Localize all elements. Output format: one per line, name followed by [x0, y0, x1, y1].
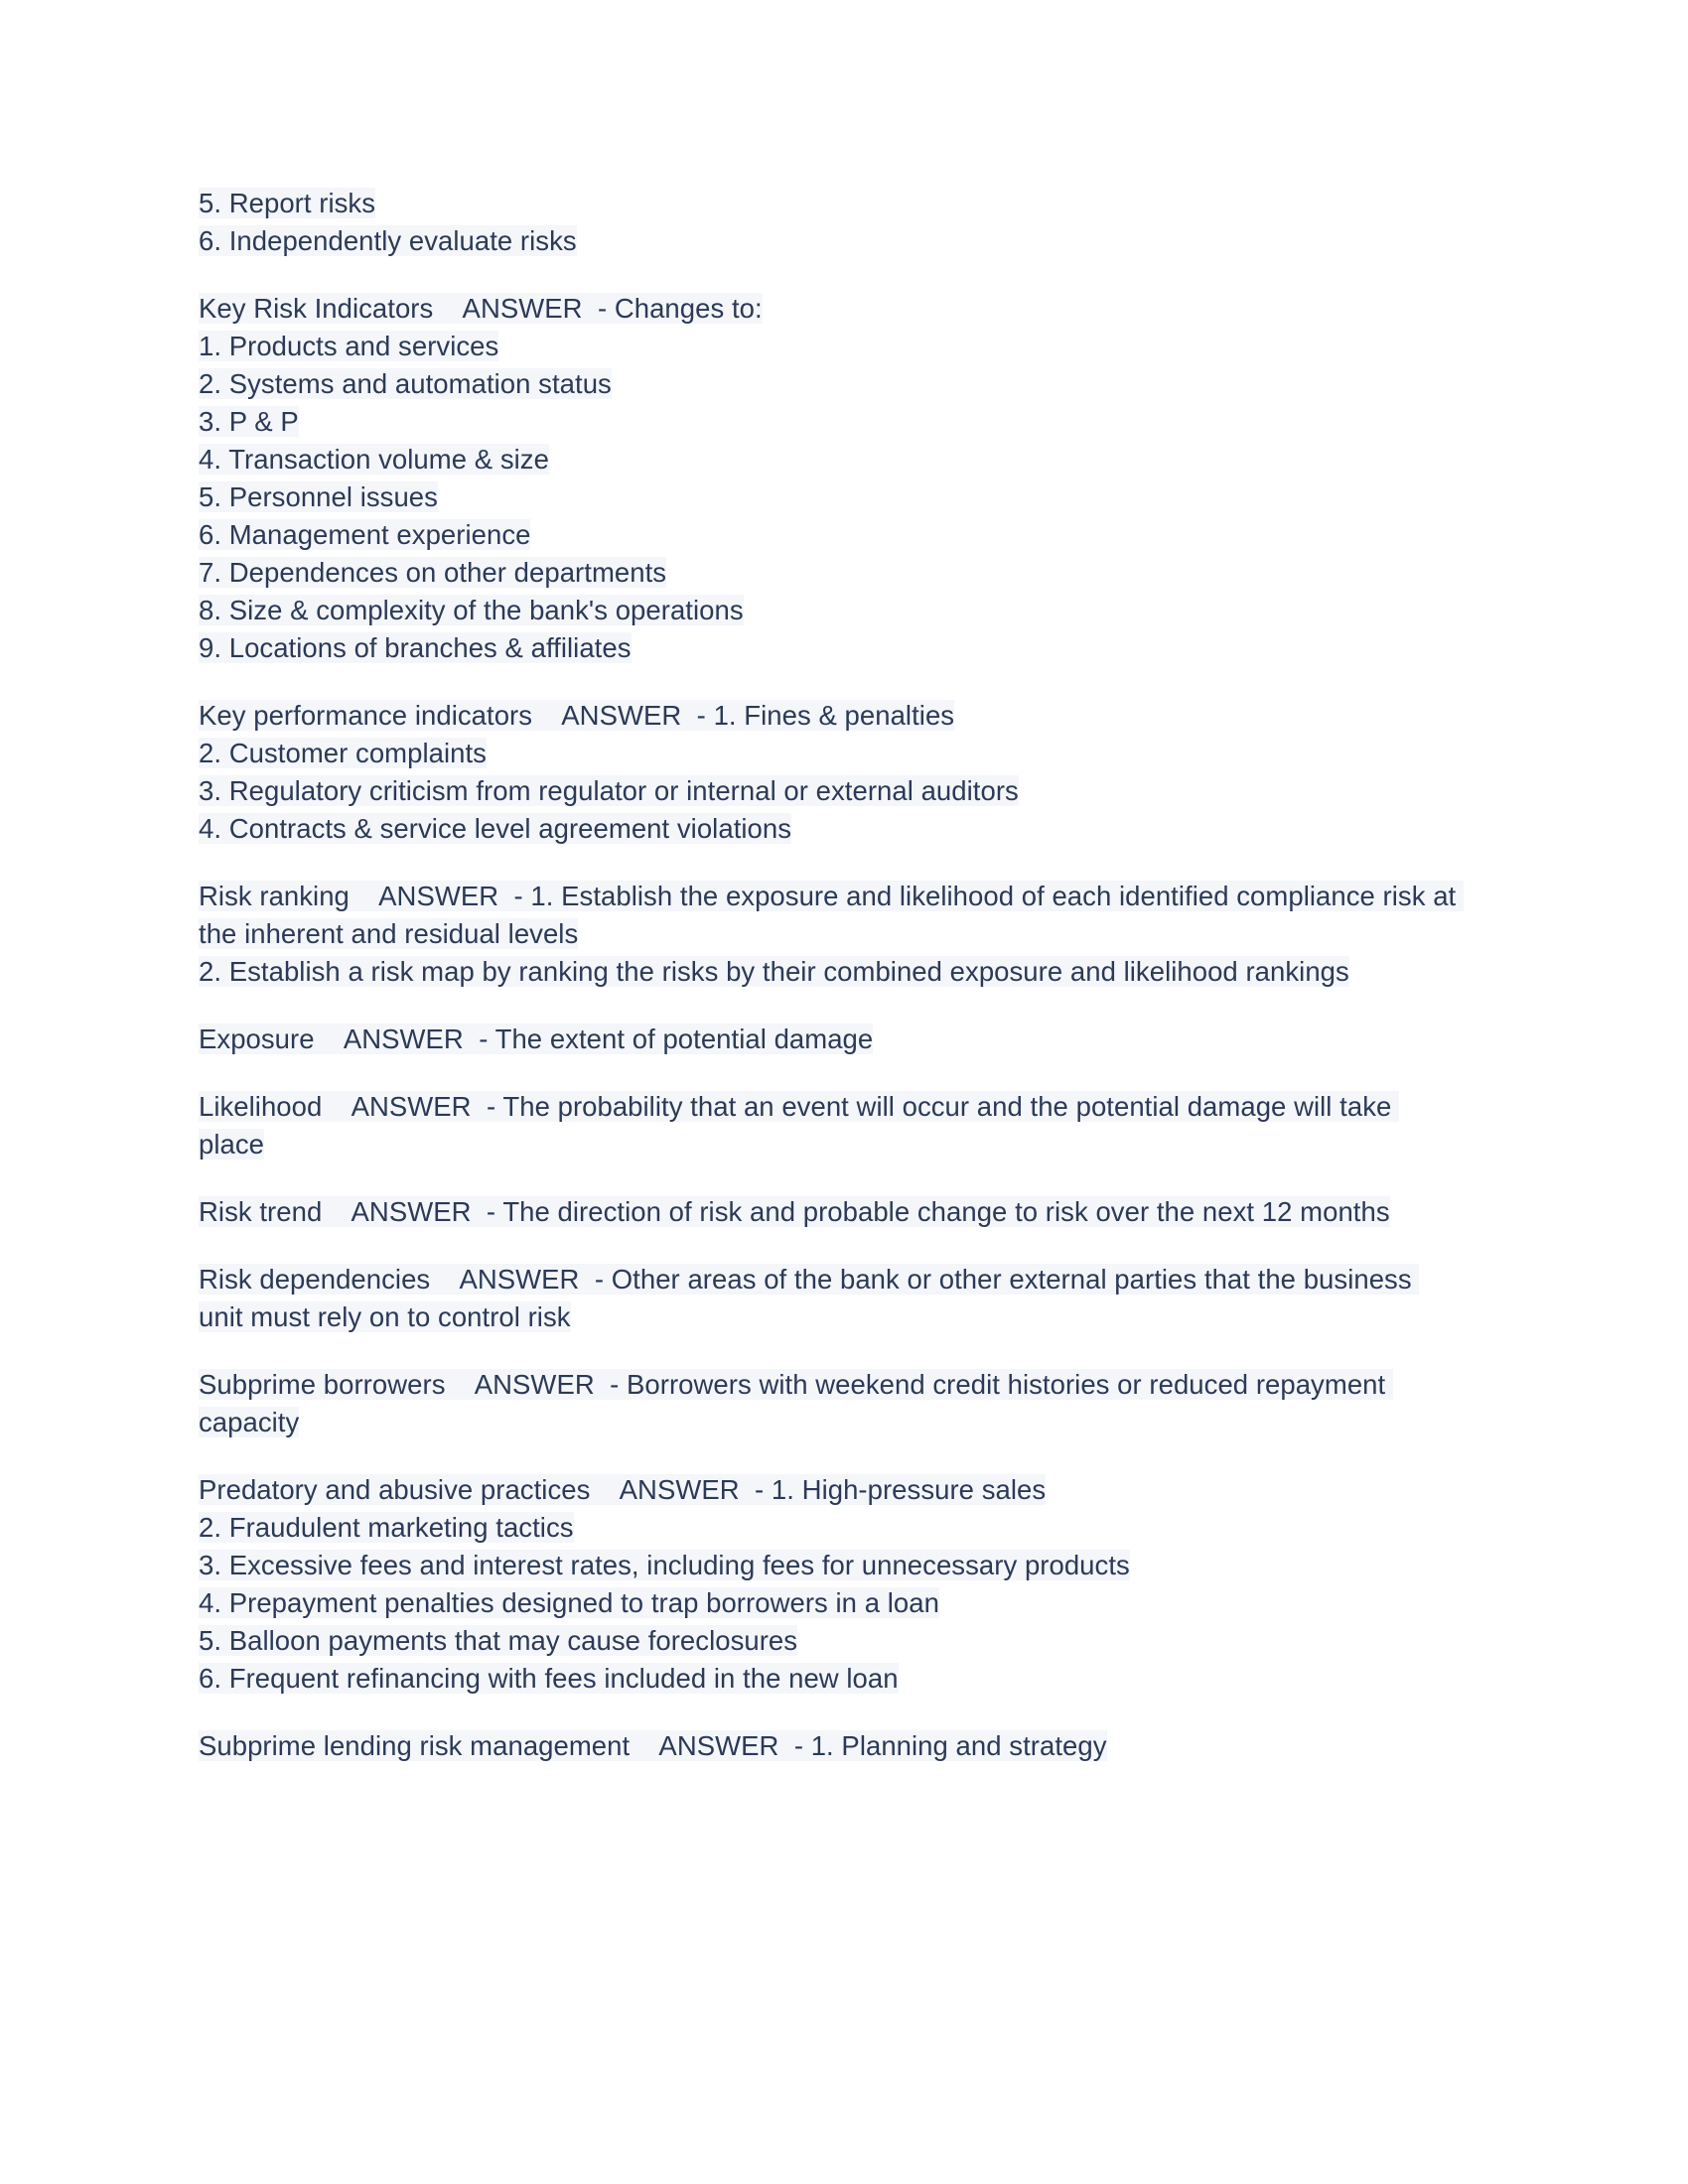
text-run: Likelihood ANSWER - The probability that an event will occur and the potential damage will take place — [199, 1091, 1400, 1160]
paragraph-risk-ranking — [199, 878, 1464, 991]
document-body — [199, 185, 1464, 1765]
text-run: 5. Report risks — [199, 188, 376, 218]
paragraph-key-risk-indicators — [199, 290, 1460, 667]
text-run: Exposure ANSWER - The extent of potential damage — [199, 1024, 874, 1054]
text-line — [199, 1471, 1460, 1509]
text-run: Subprime lending risk management ANSWER - 1. Planning and strategy — [199, 1730, 1107, 1761]
text-line — [199, 1261, 1460, 1336]
text-run: 4. Contracts & service level agreement violations — [199, 813, 792, 844]
paragraph-risk-trend — [199, 1193, 1460, 1231]
text-run: 6. Management experience — [199, 519, 531, 550]
text-run: 3. P & P — [199, 406, 299, 437]
text-run: Predatory and abusive practices ANSWER - 1. High-pressure sales — [199, 1474, 1047, 1505]
paragraph-predatory-and-abusive-practices — [199, 1471, 1460, 1698]
text-run: 6. Independently evaluate risks — [199, 225, 577, 256]
text-line — [199, 1088, 1460, 1163]
text-line — [199, 629, 1460, 667]
text-line — [199, 1547, 1460, 1584]
paragraph-subprime-borrowers — [199, 1366, 1460, 1441]
text-line — [199, 403, 1460, 441]
text-line — [199, 290, 1460, 328]
text-line — [199, 554, 1460, 592]
text-run: 2. Systems and automation status — [199, 368, 612, 399]
text-line — [199, 697, 1460, 735]
text-run: 3. Regulatory criticism from regulator or internal or external auditors — [199, 775, 1019, 806]
paragraph-subprime-lending-risk-management — [199, 1727, 1460, 1765]
text-run: 6. Frequent refinancing with fees included in the new loan — [199, 1663, 899, 1694]
text-line — [199, 222, 1460, 260]
text-line — [199, 810, 1460, 848]
text-run: 2. Establish a risk map by ranking the risks by their combined exposure and likelihood rankings — [199, 956, 1349, 987]
text-line — [199, 1622, 1460, 1660]
paragraph-risk-dependencies — [199, 1261, 1460, 1336]
text-run: 8. Size & complexity of the bank's operations — [199, 595, 744, 625]
text-run: 3. Excessive fees and interest rates, including fees for unnecessary products — [199, 1550, 1130, 1580]
text-line — [199, 1660, 1460, 1698]
text-run: 9. Locations of branches & affiliates — [199, 632, 632, 663]
text-line — [199, 878, 1464, 953]
text-line — [199, 953, 1460, 991]
text-run: 2. Customer complaints — [199, 738, 487, 768]
text-run: 5. Personnel issues — [199, 481, 438, 512]
text-run: Risk trend ANSWER - The direction of risk and probable change to risk over the next 12 months — [199, 1196, 1390, 1227]
text-line — [199, 328, 1460, 365]
text-line — [199, 516, 1460, 554]
text-line — [199, 1193, 1460, 1231]
text-line — [199, 185, 1460, 222]
text-run: 4. Transaction volume & size — [199, 444, 549, 475]
text-line — [199, 1366, 1460, 1441]
text-run: Key performance indicators ANSWER - 1. Fines & penalties — [199, 700, 955, 731]
text-line — [199, 1021, 1460, 1058]
text-line — [199, 1584, 1460, 1622]
text-line — [199, 1509, 1460, 1547]
text-run: 5. Balloon payments that may cause foreclosures — [199, 1625, 798, 1656]
text-run: Key Risk Indicators ANSWER - Changes to: — [199, 293, 763, 324]
text-line — [199, 478, 1460, 516]
text-run: 7. Dependences on other departments — [199, 557, 667, 588]
text-run: 2. Fraudulent marketing tactics — [199, 1512, 574, 1543]
text-run: Risk ranking ANSWER - 1. Establish the exposure and likelihood of each identified compliance risk at the inherent and residual levels — [199, 881, 1464, 949]
text-line — [199, 1727, 1460, 1765]
paragraph-likelihood — [199, 1088, 1460, 1163]
text-run: Subprime borrowers ANSWER - Borrowers with weekend credit histories or reduced repayment capacity — [199, 1369, 1393, 1437]
text-line — [199, 772, 1460, 810]
paragraph-exposure — [199, 1021, 1460, 1058]
text-run: 4. Prepayment penalties designed to trap borrowers in a loan — [199, 1587, 939, 1618]
text-run: Risk dependencies ANSWER - Other areas of the bank or other external parties that the business unit must rely on to control risk — [199, 1264, 1420, 1332]
text-line — [199, 735, 1460, 772]
text-run: 1. Products and services — [199, 331, 499, 361]
text-line — [199, 592, 1460, 629]
paragraph-key-performance-indicators — [199, 697, 1460, 848]
text-line — [199, 441, 1460, 478]
paragraph-continued-list — [199, 185, 1460, 260]
text-line — [199, 365, 1460, 403]
